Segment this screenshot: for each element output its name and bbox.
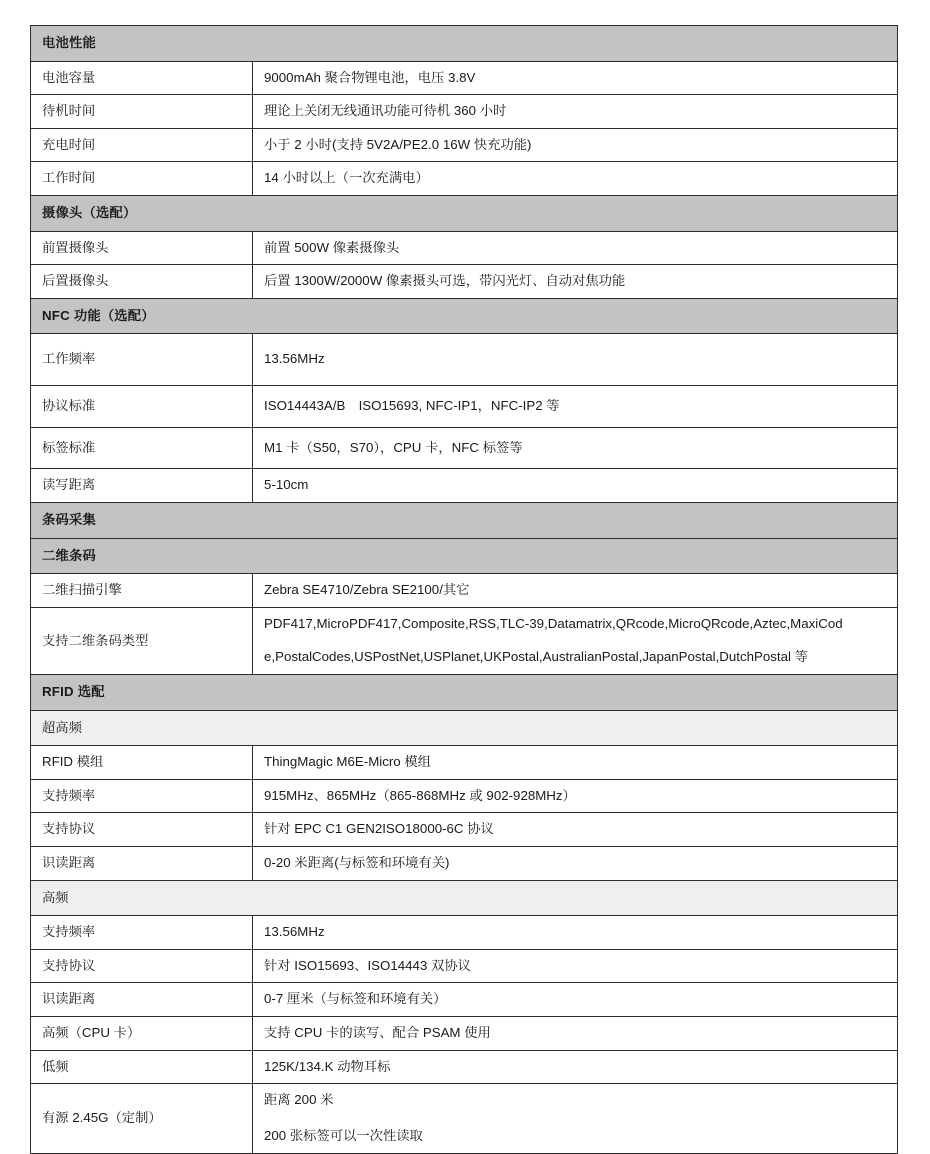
row-value: 5-10cm	[253, 469, 898, 503]
row-label: 待机时间	[31, 95, 253, 129]
subsection-header-row	[31, 710, 898, 746]
section-header-row	[31, 674, 898, 710]
row-label: 二维扫描引擎	[31, 574, 253, 608]
section-header-label: RFID 选配	[31, 674, 898, 710]
specification-table	[30, 25, 898, 1154]
row-value-paragraph: 距离 200 米	[264, 1092, 334, 1108]
row-value: 理论上关闭无线通讯功能可待机 360 小时	[253, 95, 898, 129]
row-label: 支持频率	[31, 779, 253, 813]
row-label: 识读距离	[31, 983, 253, 1017]
table-row	[31, 983, 898, 1017]
section-header-label: 摄像头（选配）	[31, 196, 898, 232]
table-row	[31, 427, 898, 469]
table-row	[31, 746, 898, 780]
row-value-paragraph: 200 张标签可以一次性读取	[264, 1127, 423, 1143]
row-label: 工作时间	[31, 162, 253, 196]
section-header-row	[31, 196, 898, 232]
table-row	[31, 574, 898, 608]
row-value: 9000mAh 聚合物锂电池，电压 3.8V	[253, 61, 898, 95]
subsection-header-row	[31, 880, 898, 916]
subsection-header-label: 超高频	[31, 710, 898, 746]
row-value-line: PDF417,MicroPDF417,Composite,RSS,TLC-39,Datamatrix,QRcode,MicroQRcode,Aztec,MaxiCod	[264, 615, 843, 631]
table-row	[31, 265, 898, 299]
row-value: 小于 2 小时(支持 5V2A/PE2.0 16W 快充功能)	[253, 128, 898, 162]
row-value	[253, 1084, 898, 1153]
row-label: 工作频率	[31, 334, 253, 386]
row-label: 高频（CPU 卡）	[31, 1017, 253, 1051]
row-value: ThingMagic M6E-Micro 模组	[253, 746, 898, 780]
row-label: 支持协议	[31, 949, 253, 983]
subsection-header-label: 高频	[31, 880, 898, 916]
section-header-label: 电池性能	[31, 26, 898, 62]
row-value: 0-7 厘米（与标签和环境有关）	[253, 983, 898, 1017]
row-value: M1 卡（S50，S70），CPU 卡，NFC 标签等	[253, 427, 898, 469]
row-label: 有源 2.45G（定制）	[31, 1084, 253, 1153]
row-value: 125K/134.K 动物耳标	[253, 1050, 898, 1084]
row-value: 14 小时以上（一次充满电）	[253, 162, 898, 196]
table-row	[31, 231, 898, 265]
table-row	[31, 1084, 898, 1153]
section-header-label: 条码采集	[31, 502, 898, 538]
row-value: 915MHz、865MHz（865-868MHz 或 902-928MHz）	[253, 779, 898, 813]
table-row	[31, 95, 898, 129]
row-label: 电池容量	[31, 61, 253, 95]
section-header-row	[31, 298, 898, 334]
row-label: 标签标准	[31, 427, 253, 469]
row-value: 支持 CPU 卡的读写、配合 PSAM 使用	[253, 1017, 898, 1051]
section-header-label: NFC 功能（选配）	[31, 298, 898, 334]
section-header-row	[31, 502, 898, 538]
table-row	[31, 128, 898, 162]
table-row	[31, 847, 898, 881]
row-label: 协议标准	[31, 386, 253, 428]
spec-sheet	[30, 25, 897, 1154]
row-label: 后置摄像头	[31, 265, 253, 299]
table-row	[31, 813, 898, 847]
row-label: 支持协议	[31, 813, 253, 847]
row-value	[253, 607, 898, 674]
specification-table-body	[31, 26, 898, 1154]
row-label: 支持二维条码类型	[31, 607, 253, 674]
table-row	[31, 1050, 898, 1084]
table-row	[31, 61, 898, 95]
row-label: 前置摄像头	[31, 231, 253, 265]
row-value: ISO14443A/B ISO15693, NFC-IP1，NFC-IP2 等	[253, 386, 898, 428]
row-label: 充电时间	[31, 128, 253, 162]
row-label: RFID 模组	[31, 746, 253, 780]
section-header-row	[31, 538, 898, 574]
table-row	[31, 469, 898, 503]
table-row	[31, 1017, 898, 1051]
table-row	[31, 334, 898, 386]
section-header-row	[31, 26, 898, 62]
row-label: 识读距离	[31, 847, 253, 881]
table-row	[31, 162, 898, 196]
row-value: 0-20 米距离(与标签和环境有关)	[253, 847, 898, 881]
row-value: 13.56MHz	[253, 334, 898, 386]
row-value: 针对 EPC C1 GEN2ISO18000-6C 协议	[253, 813, 898, 847]
row-label: 低频	[31, 1050, 253, 1084]
row-label: 支持频率	[31, 916, 253, 950]
row-value: Zebra SE4710/Zebra SE2100/其它	[253, 574, 898, 608]
table-row	[31, 949, 898, 983]
row-value: 后置 1300W/2000W 像素摄头可选，带闪光灯、自动对焦功能	[253, 265, 898, 299]
table-row	[31, 607, 898, 674]
section-header-label: 二维条码	[31, 538, 898, 574]
table-row	[31, 386, 898, 428]
row-value: 13.56MHz	[253, 916, 898, 950]
row-value-line: e,PostalCodes,USPostNet,USPlanet,UKPostal,AustralianPostal,JapanPostal,DutchPostal 等	[264, 649, 808, 665]
row-label: 读写距离	[31, 469, 253, 503]
row-value: 针对 ISO15693、ISO14443 双协议	[253, 949, 898, 983]
row-value: 前置 500W 像素摄像头	[253, 231, 898, 265]
table-row	[31, 916, 898, 950]
table-row	[31, 779, 898, 813]
